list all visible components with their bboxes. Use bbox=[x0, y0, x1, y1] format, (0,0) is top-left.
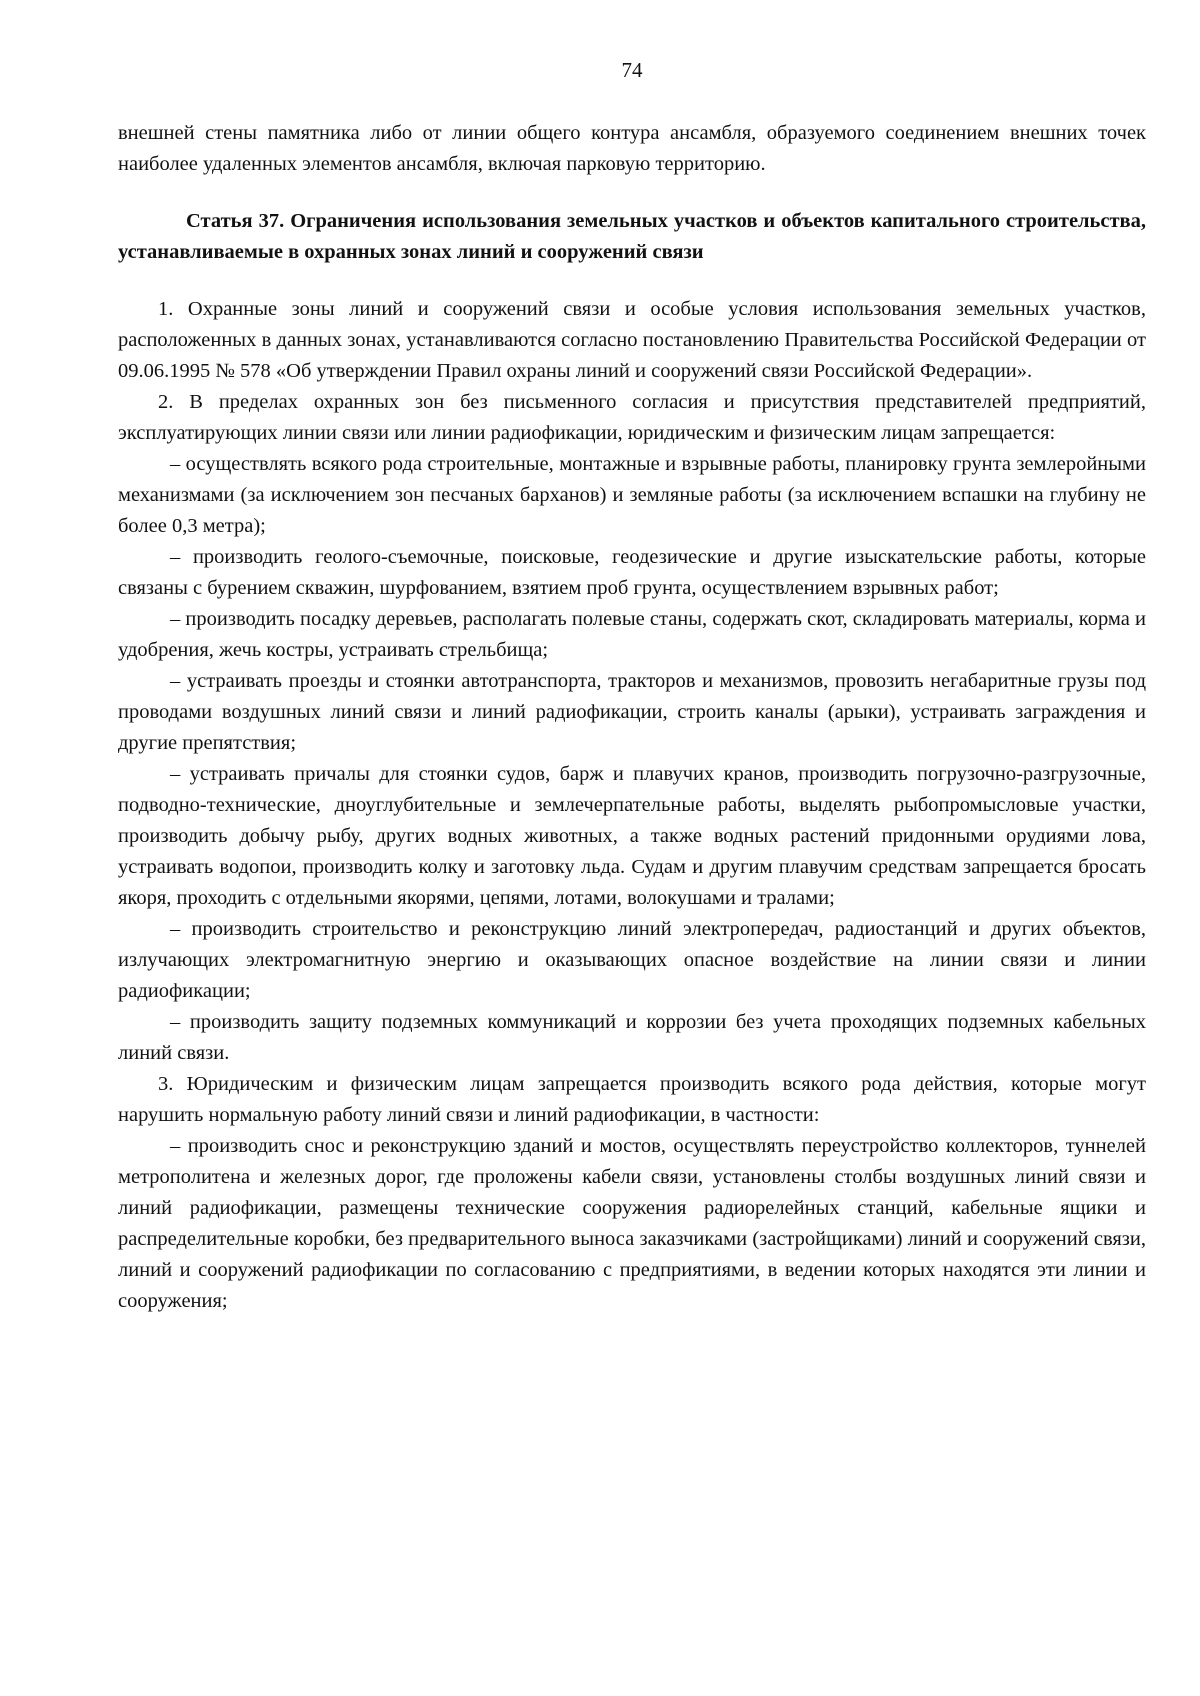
paragraph-item-1: 1. Охранные зоны линий и сооружений связи и особые условия использования земельных участков, расположенных в данных зонах, устанавливаются согласно постановлению Правительства Российской Федерации от 09.06.1995 № 578 «Об утверждении Правил охраны линий и сооружений связи Российской Федерации». bbox=[118, 298, 1146, 382]
paragraph-item-3: 3. Юридическим и физическим лицам запрещается производить всякого рода действия, которые могут нарушить нормальную работу линий связи и линий радиофикации, в частности: bbox=[118, 1073, 1146, 1126]
list-item: – производить геолого-съемочные, поисковые, геодезические и другие изыскательские работы, которые связаны с бурением скважин, шурфованием, взятием проб грунта, осуществлением взрывных работ; bbox=[118, 546, 1146, 599]
list-item: – производить строительство и реконструкцию линий электропередач, радиостанций и других объектов, излучающих электромагнитную энергию и оказывающих опасное воздействие на линии связи и линии радиофикации; bbox=[118, 918, 1146, 1002]
list-item: – производить посадку деревьев, располагать полевые станы, содержать скот, складировать материалы, корма и удобрения, жечь костры, устраивать стрельбища; bbox=[118, 608, 1146, 661]
list-item: – производить снос и реконструкцию зданий и мостов, осуществлять переустройство коллекторов, туннелей метрополитена и железных дорог, где проложены кабели связи, установлены столбы воздушных линий связи и линий радиофикации, размещены технические сооружения радиорелейных станций, кабельные ящики и распределительные коробки, без предварительного выноса заказчиками (застройщиками) линий и сооружений связи, линий и сооружений радиофикации по согласованию с предприятиями, в ведении которых находятся эти линии и сооружения; bbox=[118, 1135, 1146, 1312]
list-item: – осуществлять всякого рода строительные, монтажные и взрывные работы, планировку грунта землеройными механизмами (за исключением зон песчаных барханов) и земляные работы (за исключением вспашки на глубину не более 0,3 метра); bbox=[118, 453, 1146, 537]
paragraph-continuation: внешней стены памятника либо от линии общего контура ансамбля, образуемого соединением внешних точек наиболее удаленных элементов ансамбля, включая парковую территорию. bbox=[118, 122, 1146, 175]
article-heading: Статья 37. Ограничения использования земельных участков и объектов капитального строительства, устанавливаемые в охранных зонах линий и сооружений связи bbox=[118, 210, 1146, 263]
list-item: – устраивать проезды и стоянки автотранспорта, тракторов и механизмов, провозить негабаритные грузы под проводами воздушных линий связи и линий радиофикации, строить каналы (арыки), устраивать заграждения и другие препятствия; bbox=[118, 670, 1146, 754]
list-item: – устраивать причалы для стоянки судов, барж и плавучих кранов, производить погрузочно-разгрузочные, подводно-технические, дноуглубительные и землечерпательные работы, выделять рыбопромысловые участки, производить добычу рыбу, других водных животных, а также водных растений придонными орудиями лова, устраивать водопои, производить колку и заготовку льда. Судам и другим плавучим средствам запрещается бросать якоря, проходить с отдельными якорями, цепями, лотами, волокушами и тралами; bbox=[118, 763, 1146, 909]
list-item: – производить защиту подземных коммуникаций и коррозии без учета проходящих подземных кабельных линий связи. bbox=[118, 1011, 1146, 1064]
paragraph-item-2: 2. В пределах охранных зон без письменного согласия и присутствия представителей предприятий, эксплуатирующих линии связи или линии радиофикации, юридическим и физическим лицам запрещается: bbox=[118, 391, 1146, 444]
document-body bbox=[118, 118, 1146, 1317]
page-number: 74 bbox=[621, 58, 643, 82]
